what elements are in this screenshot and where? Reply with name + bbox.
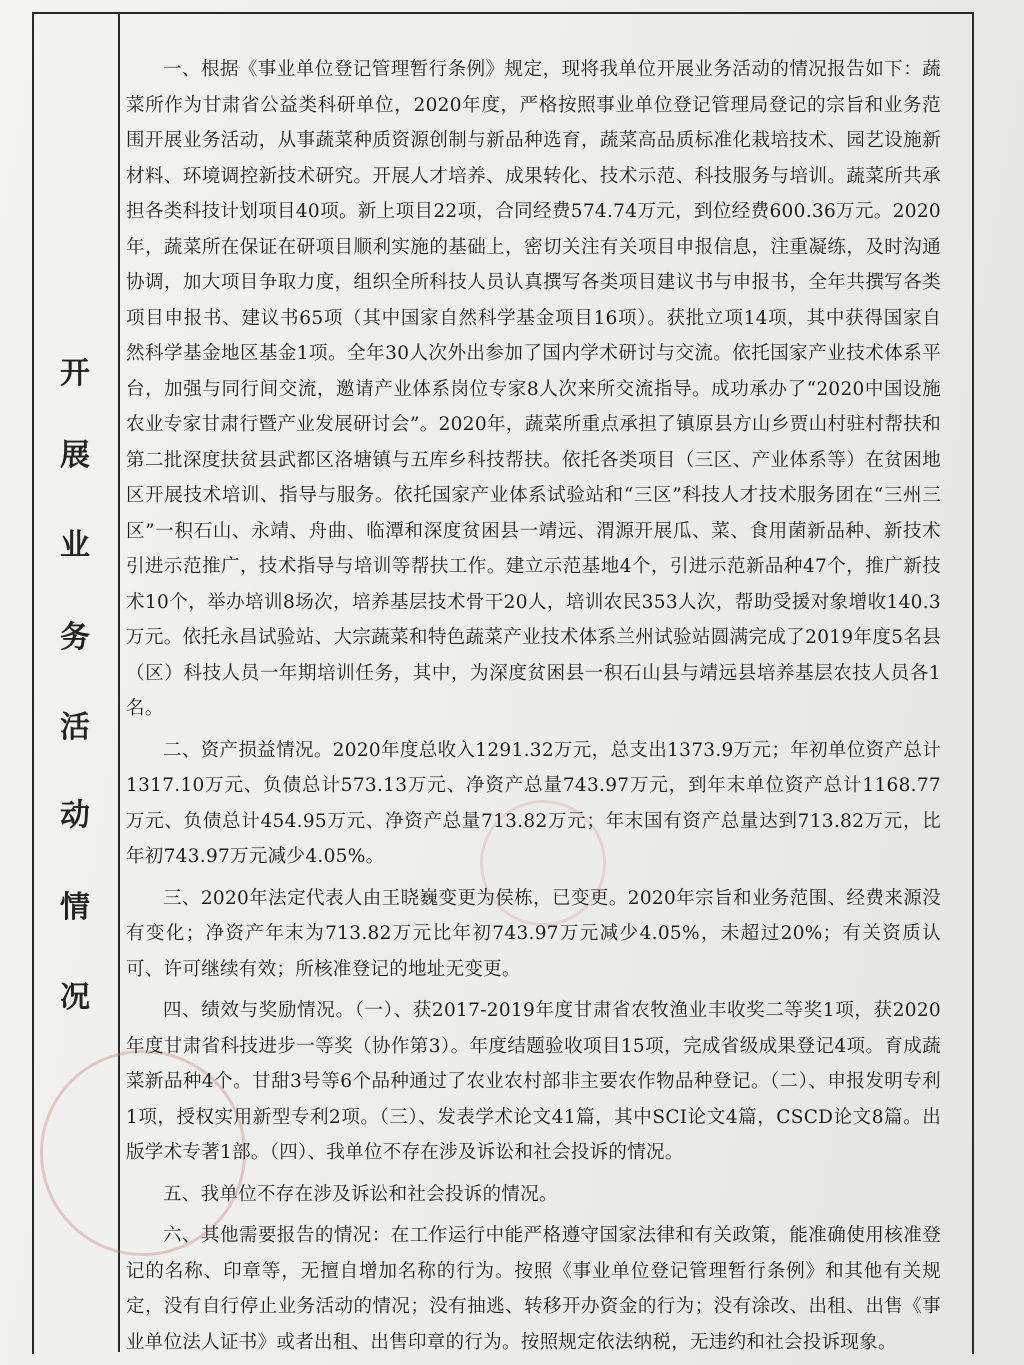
- side-label-char: 展: [60, 438, 90, 473]
- side-label-char: 务: [60, 620, 90, 655]
- side-label-char: 情: [60, 890, 90, 925]
- paragraph-assets: 二、资产损益情况。2020年度总收入1291.32万元，总支出1373.9万元；年初单位资产总计1317.10万元、负债总计573.13万元、净资产总量743.97万元，到年末单位资产总计1168.77万元、负债总计454.95万元、净资产总量713.82万元；年末国有资产总量达到713.82万元，比年初743.97万元减少4.05%。: [126, 739, 941, 867]
- paragraph-performance-awards: 四、绩效与奖励情况。（一）、获2017-2019年度甘肃省农牧渔业丰收奖二等奖1项，获2020年度甘肃省科技进步一等奖（协作第3）。年度结题验收项目15项，完成省级成果登记4项。育成蔬菜新品种4个。甘甜3号等6个品种通过了农业农村部非主要农作物品种登记。（二）、申报发明专利1项，授权实用新型专利2项。（三）、发表学术论文41篇，其中SCI论文4篇，CSCD论文8篇。出版学术专著1部。（四）、我单位不存在涉及诉讼和社会投诉的情况。: [126, 1000, 941, 1163]
- paragraph-litigation: 五、我单位不存在涉及诉讼和社会投诉的情况。: [163, 1183, 558, 1205]
- side-label-char: 动: [60, 798, 90, 833]
- report-content: [126, 52, 941, 1360]
- paragraph-other-matters: 六、其他需要报告的情况：在工作运行中能严格遵守国家法律和有关政策，能准确使用核准登记的名称、印章等，无擅自增加名称的行为。按照《事业单位登记管理暂行条例》和其他有关规定，没有自行停止业务活动的情况；没有抽逃、转移开办资金的行为；没有涂改、出租、出售《事业单位法人证书》或者出租、出售印章的行为。按照规定依法纳税，无违约和社会投诉现象。: [126, 1225, 941, 1353]
- side-label-char: 开: [60, 356, 90, 391]
- paragraph-business-activities: 一、根据《事业单位登记管理暂行条例》规定，现将我单位开展业务活动的情况报告如下：蔬菜所作为甘肃省公益类科研单位，2020年度，严格按照事业单位登记管理局登记的宗旨和业务范围开展业务活动，从事蔬菜种质资源创制与新品种选育，蔬菜高品质标准化栽培技术、园艺设施新材料、环境调控新技术研究。开展人才培养、成果转化、技术示范、科技服务与培训。蔬菜所共承担各类科技计划项目40项。新上项目22项，合同经费574.74万元，到位经费600.36万元。2020年，蔬菜所在保证在研项目顺利实施的基础上，密切关注有关项目申报信息，注重凝练，及时沟通协调，加大项目争取力度，组织全所科技人员认真撰写各类项目建议书与申报书，全年共撰写各类项目申报书、建议书65项（其中国家自然科学基金项目16项）。获批立项14项，其中获得国家自然科学基金地区基金1项。全年30人次外出参加了国内学术研讨与交流。依托国家产业技术体系平台，加强与同行间交流，邀请产业体系岗位专家8人次来所交流指导。成功承办了“2020中国设施农业专家甘肃行暨产业发展研讨会”。2020年，蔬菜所重点承担了镇原县方山乡贾山村驻村帮扶和第二批深度扶贫县武都区洛塘镇与五库乡科技帮扶。依托各类项目（三区、产业体系等）在贫困地区开展技术培训、指导与服务。依托国家产业体系试验站和“三区”科技人才技术服务团在“三州三区”一积石山、永靖、舟曲、临潭和深度贫困县一靖远、渭源开展瓜、菜、食用菌新品种、新技术引进示范推广，技术指导与培训等帮扶工作。建立示范基地4个，引进示范新品种47个，推广新技术10个，举办培训8场次，培养基层技术骨干20人，培训农民353人次，帮助受援对象增收140.3万元。依托永昌试验站、大宗蔬菜和特色蔬菜产业技术体系兰州试验站圆满完成了2019年度5名县（区）科技人员一年期培训任务，其中，为深度贫困县一积石山县与靖远县培养基层农技人员各1名。: [126, 59, 941, 719]
- paragraph-legal-representative: 三、2020年法定代表人由王晓巍变更为侯栋，已变更。2020年宗旨和业务范围、经费来源没有变化；净资产年末为713.82万元比年初743.97万元减少4.05%，未超过20%；有关资质认可、许可继续有效；所核准登记的地址无变更。: [126, 887, 941, 980]
- side-label-char: 况: [60, 980, 90, 1015]
- side-label-char: 业: [60, 528, 90, 563]
- side-label-char: 活: [60, 710, 90, 745]
